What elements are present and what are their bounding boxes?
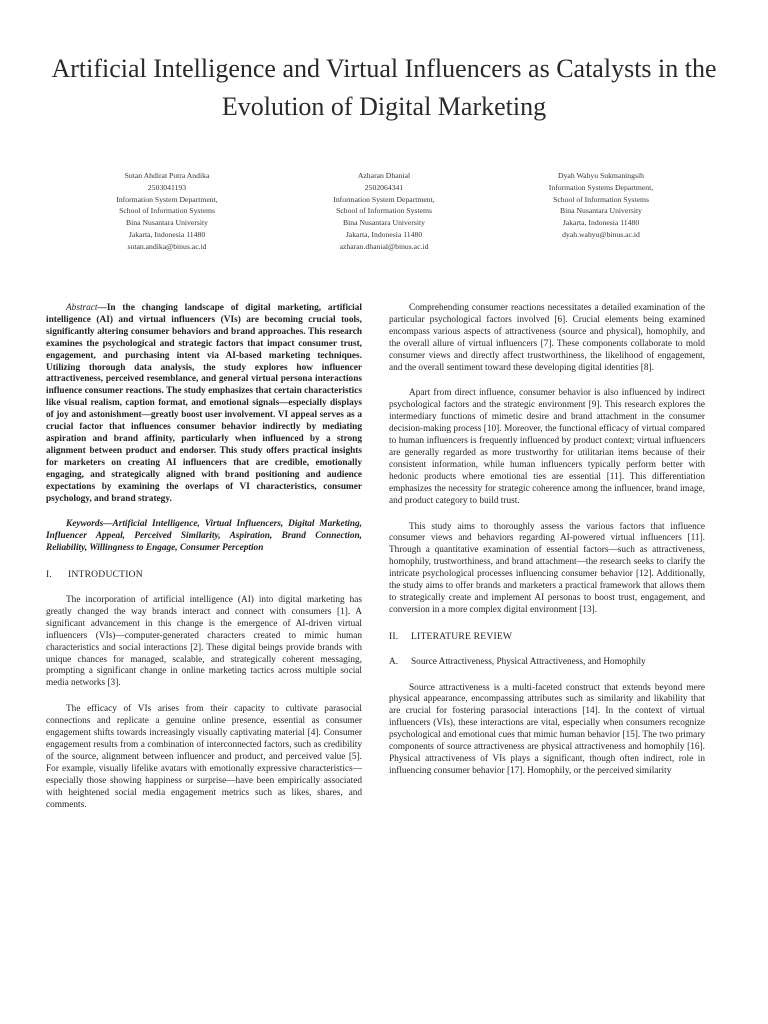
author-department: Information Systems Department, (548, 182, 654, 192)
subsection-number: A. (389, 656, 399, 667)
subsection-heading (389, 657, 705, 669)
section-heading-literature-review (389, 631, 705, 643)
author-3 (496, 170, 706, 253)
author-block (62, 170, 706, 253)
section-heading-introduction (46, 569, 362, 581)
abstract (46, 303, 362, 505)
author-university: Bina Nusantara University (560, 206, 642, 216)
section-title: LITERATURE REVIEW (411, 630, 513, 642)
subsection-title: Source Attractiveness, Physical Attractiveness, and Homophily (411, 656, 646, 667)
left-column (46, 303, 362, 825)
author-student-id: 2503041193 (147, 182, 187, 192)
paragraph: The efficacy of VIs arises from their capacity to cultivate parasocial connections and replicate a genuine online presence, essential as consumer engagement shifts towards increasingly visually captivating material [4]. Consumer engagement results from a combination of interconnected factors, such as credibility of the source, alignment between influencer and product, and perceived value [5]. For example, visually lifelike avatars with emotionally expressive characteristics—especially those showing happiness or surprise—have been empirically associated with heightened social media engagement metrics such as likes, shares, and comments. (46, 704, 362, 810)
author-name: Azharan Dhanial (357, 171, 411, 180)
author-1 (62, 170, 272, 253)
author-email: dyah.wahyu@binus.ac.id (562, 229, 640, 239)
keywords-text: —Artificial Intelligence, Virtual Influencers, Digital Marketing, Influencer Appeal, Perceived Similarity, Aspiration, Brand Connection, Reliability, Willingness to Engage, Consumer Perception (46, 519, 362, 554)
author-department: Information System Department, (116, 194, 218, 204)
section-number: II. (389, 630, 399, 642)
author-email: sutan.andika@binus.ac.id (127, 241, 207, 251)
author-school: School of Information Systems (336, 206, 432, 216)
author-name: Dyah Wahyu Sukmaningsih (558, 171, 644, 180)
author-city: Jakarta, Indonesia 11480 (345, 229, 423, 239)
author-city: Jakarta, Indonesia 11480 (562, 218, 640, 228)
abstract-text: —In the changing landscape of digital marketing, artificial intelligence (AI) and virtual influencers (VIs) are becoming crucial tools, significantly altering consumer behaviors and brand approaches. This research examines the psychological and strategic factors that impact consumer trust, engagement, and purchasing intent via AI-based marketing techniques. Utilizing thorough data analysis, the study explores how influencer attractiveness, perceived resemblance, and general virtual persona interactions influence consumer reactions. The study emphasizes that certain characteristics like visual realism, caption format, and emotional signals—especially displays of joy and astonishment—greatly boost user involvement. VI appeal serves as a crucial factor that influences consumer behavior indirectly by mediating aspiration and brand affinity, particularly when influenced by a strong alignment between product and endorser. This study offers practical insights for marketers on creating AI influencers that are credible, emotionally engaging, and strategically aligned with brand positioning and audience expectations by examining the overlaps of VI characteristics, consumer psychology, and brand strategy. (46, 303, 362, 504)
author-city: Jakarta, Indonesia 11480 (128, 229, 206, 239)
paragraph: Source attractiveness is a multi-faceted construct that extends beyond mere physical appearance, encompassing attributes such as similarity and likability that are crucial for fostering parasocial interactions [14]. In the context of virtual influencers (VIs), these interactions are vital, especially when consumers recognize psychological and emotional cues that mimic human behavior [15]. The two primary components of source attractiveness are physical attractiveness and homophily [16]. Physical attractiveness of VIs plays a significant, though often indirect, role in influencing consumer behavior [17]. Homophily, or the perceived similarity (389, 682, 705, 776)
section-title: INTRODUCTION (68, 569, 143, 581)
author-student-id: 2502064341 (364, 182, 404, 192)
paragraph: The incorporation of artificial intelligence (AI) into digital marketing has greatly changed the way brands interact and connect with consumers [1]. A significant advancement in this change is the emergence of AI-driven virtual influencers (VIs)—computer-generated characters created to mimic human characteristics and social interactions [2]. These digital beings provide brands with unique chances for managed, scalable, and strategically coherent messaging, prompting a significant change in online marketing tactics across multiple social media networks [3]. (46, 595, 362, 689)
paper-title: Artificial Intelligence and Virtual Influencers as Catalysts in the Evolution of Digital Marketing (51, 54, 717, 121)
author-email: azharan.dhanial@binus.ac.id (339, 241, 429, 251)
keywords-label: Keywords (66, 519, 104, 530)
author-name: Sutan Ahdirat Putra Andika (124, 171, 210, 180)
section-number: I. (46, 569, 52, 581)
paragraph: Comprehending consumer reactions necessitates a detailed examination of the particular psychological factors involved [6]. Crucial elements being examined encompass various aspects of attractiveness (source and physical), homophily, and the overall allure of virtual influencers [7]. These components collaborate to mold consumer views and directly affect trustworthiness, the likelihood of engagement, and the overall sentiment toward these developing digital identities [8]. (389, 303, 705, 373)
author-university: Bina Nusantara University (343, 218, 425, 228)
author-department: Information System Department, (333, 194, 435, 204)
author-2 (279, 170, 489, 253)
paragraph: This study aims to thoroughly assess the various factors that influence consumer views and behaviors regarding AI-powered virtual influencers [11]. Through a quantitative examination of essential factors—such as attractiveness, homophily, trustworthiness, and brand attachment—the research seeks to clarify the intricate psychological processes influencing consumer behavior [12]. Additionally, the study aims to offer brands and marketers a practical framework that allows them to strategically create and implement AI personas to boost trust, engagement, and conversion in a more complex digital environment [13]. (389, 521, 705, 615)
paragraph: Apart from direct influence, consumer behavior is also influenced by indirect psychological factors and the strategic environment [9]. This research explores the intermediary functions of mimetic desire and brand attachment in the consumer decision-making process [10]. Moreover, the functional efficacy of virtual compared to human influencers is frequently influenced by product context; virtual influencers are generally regarded as more trustworthy for utilitarian items because of their consistent information, while human influencers typically perform better with hedonic products where emotional ties are essential [11]. This differentiation emphasizes the necessity for strategic coherence among the influencer, brand image, and product category to build trust. (389, 388, 705, 506)
author-university: Bina Nusantara University (126, 218, 208, 228)
right-column (389, 303, 705, 792)
author-school: School of Information Systems (553, 194, 649, 204)
abstract-label: Abstract (66, 303, 98, 313)
author-school: School of Information Systems (119, 206, 215, 216)
keywords (46, 519, 362, 555)
